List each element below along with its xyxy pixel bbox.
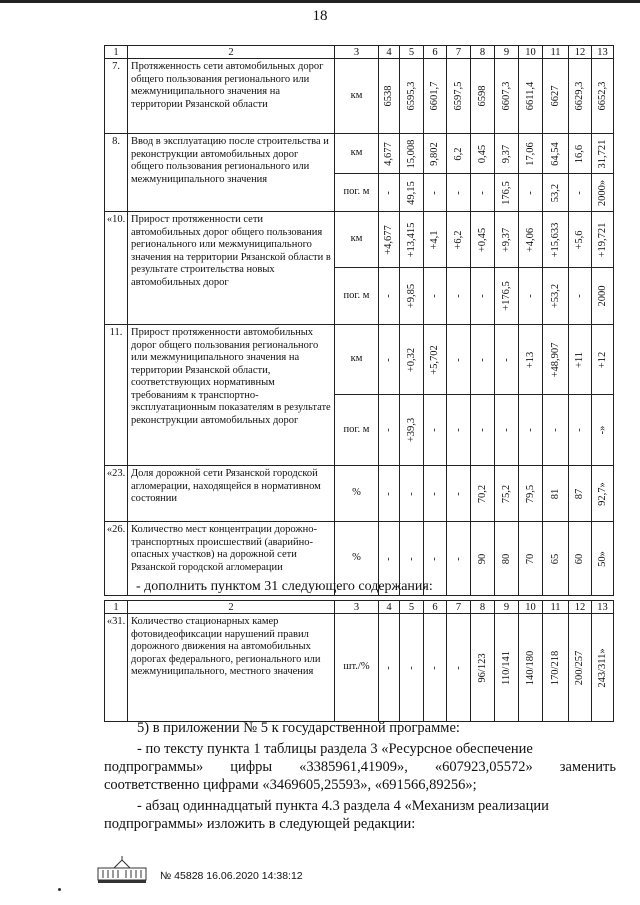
value-cell [569, 614, 592, 722]
value-cell [379, 614, 400, 722]
indicator-name: Протяженность сети автомобильных дорог общего пользования регионального или межмуниципального значения на территории Рязанской области [128, 59, 335, 134]
value-cell [447, 59, 471, 134]
value-text: - [573, 190, 585, 195]
table-row [105, 466, 614, 522]
value-cell [424, 212, 447, 268]
value-text: 0,45 [476, 144, 488, 163]
value-text: 75,2 [500, 484, 512, 503]
value-text: - [452, 190, 464, 195]
value-text: 49,15 [405, 180, 417, 205]
value-cell [471, 134, 495, 174]
value-cell [592, 466, 614, 522]
row-number: 11. [105, 325, 128, 466]
value-text: - [428, 428, 440, 432]
value-text: 60 [573, 553, 585, 564]
unit-cell: км [335, 325, 379, 395]
value-text: 79,5 [524, 484, 536, 503]
value-text: - [428, 294, 440, 298]
value-text: - [476, 294, 488, 298]
value-cell [379, 395, 400, 466]
value-cell [569, 174, 592, 212]
value-text: 81 [549, 488, 561, 499]
value-cell [569, 212, 592, 268]
value-cell [543, 325, 569, 395]
unit-cell: % [335, 522, 379, 596]
row-number: «10. [105, 212, 128, 325]
value-text: +9,85 [405, 283, 417, 309]
value-text: - [452, 357, 464, 362]
value-cell [519, 395, 543, 466]
value-text: 176,5 [500, 180, 512, 205]
unit-cell: пог. м [335, 268, 379, 325]
unit-cell: шт./% [335, 614, 379, 722]
value-text: 16,6 [573, 144, 585, 163]
value-text: 110/141 [500, 650, 512, 685]
table-row [105, 325, 614, 395]
table-row [105, 59, 614, 134]
value-cell [519, 325, 543, 395]
value-text: 200/257 [573, 650, 585, 685]
value-cell [592, 268, 614, 325]
value-text: - [476, 190, 488, 195]
indicator-name: Доля дорожной сети Рязанской городской агломерации, находящейся в нормативном состоянии [128, 466, 335, 522]
value-text: - [452, 556, 464, 561]
value-cell [543, 466, 569, 522]
paragraph-line: - по тексту пункта 1 таблицы раздела 3 «Ресурсное обеспечение [137, 741, 533, 757]
value-cell [400, 325, 424, 395]
value-cell [519, 268, 543, 325]
row-number: «23. [105, 466, 128, 522]
value-cell [424, 174, 447, 212]
value-text: 53,2 [549, 183, 561, 202]
value-cell [495, 325, 519, 395]
column-header: 11 [543, 601, 569, 614]
value-text: +5,702 [428, 344, 440, 375]
value-cell [519, 174, 543, 212]
value-cell [471, 325, 495, 395]
value-text: 31,721 [596, 139, 608, 168]
value-cell [495, 174, 519, 212]
value-text: - [524, 190, 536, 195]
value-cell [471, 522, 495, 596]
value-text: -» [596, 425, 608, 435]
value-text: 2000» [596, 179, 608, 206]
value-text: - [476, 428, 488, 432]
table-row [105, 134, 614, 174]
value-text: - [524, 294, 536, 298]
unit-cell: км [335, 59, 379, 134]
value-cell [471, 395, 495, 466]
value-text: - [382, 556, 394, 561]
page-number: 18 [312, 8, 328, 24]
value-cell [569, 134, 592, 174]
paragraph-line: подпрограммы» изложить в следующей редакции: [104, 816, 416, 832]
value-text: 9,37 [500, 144, 512, 163]
value-text: - [573, 294, 585, 298]
value-text: - [382, 357, 394, 362]
value-text: 6629,3 [573, 81, 585, 111]
column-header: 5 [400, 46, 424, 59]
column-header: 10 [519, 46, 543, 59]
value-cell [495, 614, 519, 722]
value-cell [495, 268, 519, 325]
value-cell [379, 134, 400, 174]
value-cell [495, 59, 519, 134]
value-text: 6627 [549, 85, 561, 107]
unit-cell: пог. м [335, 395, 379, 466]
value-text: 6652,3 [596, 81, 608, 111]
value-text: - [452, 665, 464, 670]
value-text: +13 [524, 351, 536, 368]
value-text: - [382, 294, 394, 298]
value-text: +0,45 [476, 227, 488, 252]
value-text: 2000 [596, 285, 608, 307]
value-cell [447, 212, 471, 268]
value-text: +11 [573, 351, 585, 368]
column-header: 11 [543, 46, 569, 59]
value-text: - [573, 428, 585, 432]
column-header: 1 [105, 601, 128, 614]
indicator-name: Прирост протяженности автомобильных дорог общего пользования регионального или межмуниципального значения на территории Рязанской области, соответствующих нормативным требованиям к транспортно-эксплуатационным показателям в результате реконструкции автомобильных дорог [128, 325, 335, 466]
column-header: 2 [128, 46, 335, 59]
column-header: 12 [569, 601, 592, 614]
column-header: 9 [495, 46, 519, 59]
value-cell [424, 59, 447, 134]
document-stamp: № 45828 16.06.2020 14:38:12 [160, 870, 303, 882]
value-cell [519, 522, 543, 596]
value-cell [495, 395, 519, 466]
value-text: - [500, 357, 512, 362]
column-header: 10 [519, 601, 543, 614]
value-text: 70 [524, 553, 536, 564]
value-cell [569, 268, 592, 325]
value-text: 9,802 [428, 141, 440, 166]
value-text: 90 [476, 553, 488, 564]
column-header: 1 [105, 46, 128, 59]
value-text: +0,32 [405, 347, 417, 372]
value-cell [424, 395, 447, 466]
value-text: 140/180 [524, 650, 536, 685]
value-cell [471, 59, 495, 134]
value-cell [519, 134, 543, 174]
value-cell [400, 268, 424, 325]
value-cell [379, 325, 400, 395]
value-cell [495, 212, 519, 268]
value-text: 15,008 [405, 139, 417, 168]
paragraph-item-1 [104, 740, 616, 794]
column-header: 9 [495, 601, 519, 614]
row-number: «31. [105, 614, 128, 722]
value-cell [592, 59, 614, 134]
unit-cell: % [335, 466, 379, 522]
value-text: - [428, 190, 440, 195]
building-emblem-icon [96, 856, 148, 884]
value-cell [592, 614, 614, 722]
paragraph-item-4-3 [104, 797, 616, 833]
value-text: +19,721 [596, 222, 608, 257]
value-cell [543, 174, 569, 212]
value-cell [400, 395, 424, 466]
value-cell [495, 522, 519, 596]
value-cell [424, 614, 447, 722]
indicator-name: Количество стационарных камер фотовидеофиксации нарушений правил дорожного движения на автомобильных дорогах федерального, регионального или межмуниципального, местного значения [128, 614, 335, 722]
paragraph-line: 5) в приложении № 5 к государственной программе: [137, 720, 460, 736]
value-cell [569, 522, 592, 596]
value-cell [447, 614, 471, 722]
column-header: 6 [424, 601, 447, 614]
value-text: - [405, 491, 417, 496]
paragraph-line: подпрограммы» цифры «3385961,41909», «607923,05572» заменить соответственно цифрами «3469605,25593», «691566,89256»; [104, 759, 616, 793]
paragraph-appendix-5 [104, 719, 616, 737]
value-cell [519, 614, 543, 722]
value-text: - [476, 357, 488, 362]
value-cell [569, 395, 592, 466]
value-cell [569, 59, 592, 134]
value-cell [400, 212, 424, 268]
value-text: - [452, 428, 464, 432]
value-text: 6601,7 [428, 81, 440, 111]
value-text: 17,06 [524, 141, 536, 166]
value-cell [592, 395, 614, 466]
row-number: 7. [105, 59, 128, 134]
value-cell [543, 614, 569, 722]
amendment-note: - дополнить пунктом 31 следующего содержания: [136, 579, 433, 594]
value-cell [592, 134, 614, 174]
value-text: - [405, 665, 417, 670]
value-text: +13,415 [405, 222, 417, 257]
column-header: 3 [335, 46, 379, 59]
value-cell [592, 325, 614, 395]
value-text: 65 [549, 553, 561, 564]
column-header: 13 [592, 601, 614, 614]
value-text: - [382, 190, 394, 195]
value-cell [569, 466, 592, 522]
column-header: 4 [379, 46, 400, 59]
value-cell [471, 466, 495, 522]
unit-cell: км [335, 212, 379, 268]
value-cell [400, 174, 424, 212]
value-cell [519, 212, 543, 268]
value-text: - [382, 428, 394, 432]
value-text: 87 [573, 488, 585, 499]
value-text: - [549, 428, 561, 432]
value-cell [471, 174, 495, 212]
value-cell [424, 466, 447, 522]
value-cell [543, 395, 569, 466]
value-text: +4,1 [428, 229, 440, 250]
value-cell [471, 212, 495, 268]
value-text: - [428, 556, 440, 561]
value-cell [400, 134, 424, 174]
indicators-table-item-31 [104, 600, 614, 722]
value-text: +39,3 [405, 417, 417, 443]
value-text: 80 [500, 553, 512, 564]
value-cell [424, 268, 447, 325]
value-cell [592, 174, 614, 212]
row-number: 8. [105, 134, 128, 212]
value-text: - [452, 491, 464, 496]
value-cell [379, 268, 400, 325]
value-text: 6595,3 [405, 81, 417, 111]
value-text: 4,677 [382, 141, 394, 166]
value-cell [569, 325, 592, 395]
indicators-table [104, 45, 614, 596]
value-text: +176,5 [500, 281, 512, 311]
value-text: +15,633 [549, 222, 561, 257]
value-text: 50» [596, 550, 608, 567]
value-text: - [428, 491, 440, 496]
column-header: 12 [569, 46, 592, 59]
value-cell [379, 466, 400, 522]
column-header: 4 [379, 601, 400, 614]
value-text: 170/218 [549, 650, 561, 685]
column-header: 2 [128, 601, 335, 614]
value-cell [592, 212, 614, 268]
value-text: - [428, 665, 440, 670]
value-text: - [452, 294, 464, 298]
value-cell [543, 268, 569, 325]
value-cell [379, 212, 400, 268]
value-cell [592, 522, 614, 596]
value-text: +53,2 [549, 283, 561, 309]
value-text: 92,7» [596, 481, 608, 506]
value-text: - [382, 491, 394, 496]
column-header: 8 [471, 46, 495, 59]
column-header: 7 [447, 601, 471, 614]
value-cell [447, 522, 471, 596]
value-text: 96/123 [476, 652, 488, 683]
value-text: - [500, 428, 512, 432]
indicator-name: Прирост протяженности сети автомобильных дорог общего пользования регионального или межмуниципального значения на территории Рязанской области в результате строительства новых автомобильных дорог [128, 212, 335, 325]
value-text: 70,2 [476, 484, 488, 503]
value-cell [400, 614, 424, 722]
value-text: - [382, 665, 394, 670]
value-text: 64,54 [549, 141, 561, 166]
value-text: +9,37 [500, 227, 512, 252]
value-cell [471, 614, 495, 722]
value-cell [424, 325, 447, 395]
value-cell [447, 466, 471, 522]
value-cell [447, 395, 471, 466]
value-cell [447, 268, 471, 325]
indicator-name: Ввод в эксплуатацию после строительства и реконструкции автомобильных дорог общего пользования регионального или межмуниципального значения [128, 134, 335, 212]
value-cell [495, 134, 519, 174]
unit-cell: пог. м [335, 174, 379, 212]
value-cell [424, 134, 447, 174]
value-cell [543, 212, 569, 268]
value-cell [379, 59, 400, 134]
value-cell [400, 59, 424, 134]
column-header: 3 [335, 601, 379, 614]
value-cell [447, 325, 471, 395]
unit-cell: км [335, 134, 379, 174]
row-number: «26. [105, 522, 128, 596]
value-text: 243/311» [596, 647, 608, 688]
value-text: +5,6 [573, 229, 585, 250]
column-header: 5 [400, 601, 424, 614]
value-text: +4,06 [524, 227, 536, 252]
value-cell [379, 174, 400, 212]
value-text: +6,2 [452, 229, 464, 250]
indicator-name: Количество мест концентрации дорожно-транспортных происшествий (аварийно-опасных участков) на дорожной сети Рязанской городской агломерации [128, 522, 335, 596]
table-row [105, 614, 614, 722]
top-border-line [0, 0, 640, 3]
paragraph-line: - абзац одиннадцатый пункта 4.3 раздела 4 «Механизм реализации [137, 798, 549, 814]
value-text: 6,2 [452, 146, 464, 161]
value-text: 6611,4 [524, 81, 536, 111]
value-text: 6598 [476, 85, 488, 107]
value-text: +4,677 [382, 224, 394, 255]
value-cell [543, 59, 569, 134]
column-header: 8 [471, 601, 495, 614]
value-cell [543, 134, 569, 174]
value-cell [400, 466, 424, 522]
column-header: 7 [447, 46, 471, 59]
value-cell [471, 268, 495, 325]
column-header: 13 [592, 46, 614, 59]
value-cell [519, 59, 543, 134]
table-row [105, 212, 614, 268]
value-text: - [524, 428, 536, 432]
value-text: +48,907 [549, 342, 561, 377]
value-cell [543, 522, 569, 596]
value-cell [519, 466, 543, 522]
scan-dot [58, 888, 61, 891]
value-cell [495, 466, 519, 522]
value-text: +12 [596, 351, 608, 368]
value-cell [447, 134, 471, 174]
value-text: 6597,5 [452, 81, 464, 111]
value-cell [447, 174, 471, 212]
value-text: 6607,3 [500, 81, 512, 111]
value-text: - [405, 556, 417, 561]
column-header: 6 [424, 46, 447, 59]
value-text: 6538 [382, 85, 394, 107]
